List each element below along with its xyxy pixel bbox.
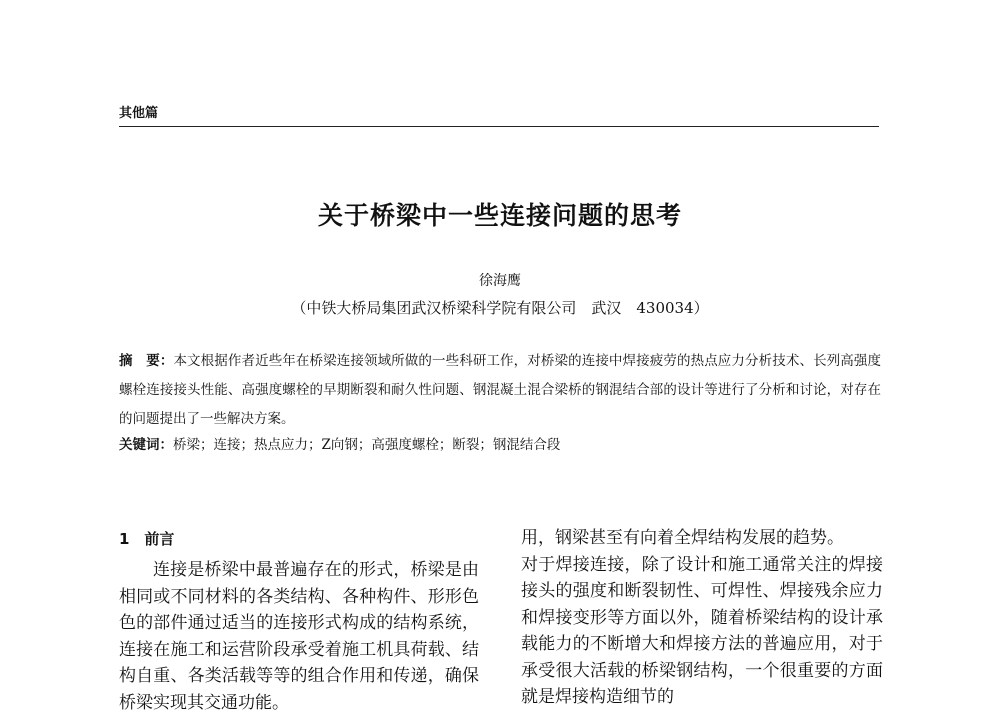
keywords-text: 桥梁；连接；热点应力；Z向钢；高强度螺栓；断裂；钢混结合段 — [173, 437, 561, 453]
abstract — [119, 347, 881, 434]
keywords-label: 关键词： — [119, 437, 173, 453]
section-tag: 其他篇 — [119, 106, 159, 121]
abstract-label: 摘 要： — [119, 353, 174, 369]
paper-title: 关于桥梁中一些连接问题的思考 — [317, 201, 682, 230]
body-paragraph-continued: 用，钢梁甚至有向着全焊结构发展的趋势。 — [521, 528, 844, 548]
body-paragraph: 对于焊接连接，除了设计和施工通常关注的焊接接头的强度和断裂韧性、可焊性、焊接残余应力和焊接变形等方面以外，随着桥梁结构的设计承载能力的不断增大和焊接方法的普遍应用，对于承受很大活载的桥梁钢结构，一个很重要的方面就是焊接构造细节的 — [521, 554, 883, 707]
abstract-text: 本文根据作者近些年在桥梁连接领域所做的一些科研工作，对桥梁的连接中焊接疲劳的热点应力分析技术、长列高强度螺栓连接接头性能、高强度螺栓的早期断裂和耐久性问题、钢混凝土混合梁桥的钢混结合部的设计等进行了分析和讨论，对存在的问题提出了一些解决方案。 — [119, 353, 881, 427]
keywords — [119, 433, 881, 453]
author-name: 徐海鹰 — [479, 273, 521, 289]
right-column — [521, 525, 883, 711]
body-paragraph: 连接是桥梁中最普遍存在的形式，桥梁是由相同或不同材料的各类结构、各种构件、形形色色的部件通过适当的连接形式构成的结构系统，连接在施工和运营阶段承受着施工机具荷载、结构自重、各类活载等等的组合作用和传递，确保桥梁实现其交通功能。 — [119, 560, 479, 713]
header-rule — [119, 126, 879, 127]
section-heading: 1 前言 — [119, 530, 175, 548]
left-column — [119, 525, 479, 716]
author-affiliation: （中铁大桥局集团武汉桥梁科学院有限公司 武汉 430034） — [291, 299, 709, 317]
